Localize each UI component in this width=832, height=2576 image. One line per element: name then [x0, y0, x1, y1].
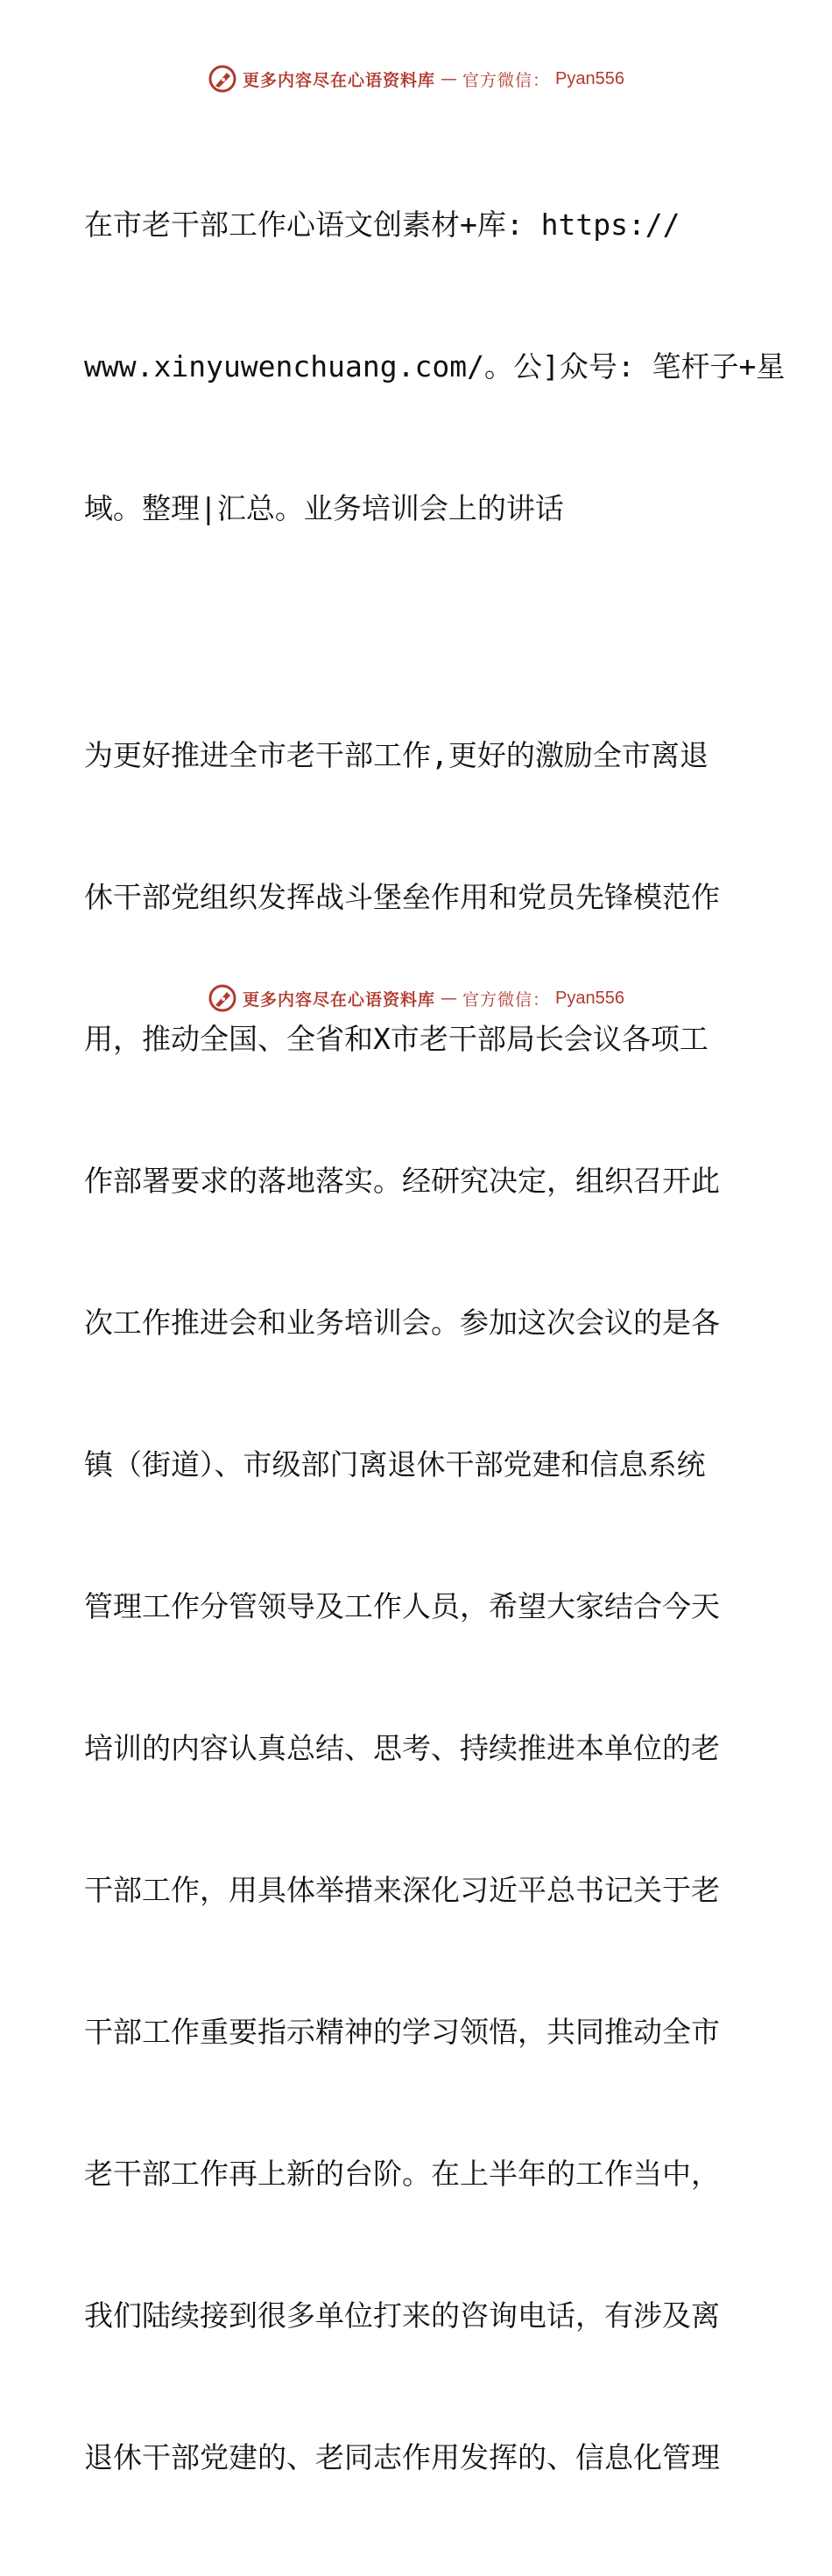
- banner-text: 更多内容尽在心语资料库: [243, 989, 436, 1010]
- text-line: www.xinyuwenchuang.com/。公]众号: 笔杆子+星: [84, 349, 786, 384]
- text-line: 为更好推进全市老干部工作,更好的激励全市离退: [84, 738, 709, 772]
- text-line: 干部工作重要指示精神的学习领悟，共同推动全市: [84, 2015, 720, 2049]
- text-line: 干部工作，用具体举措来深化习近平总书记关于老: [84, 1873, 720, 1907]
- banner-text: 更多内容尽在心语资料库: [243, 70, 436, 90]
- banner-dash: —: [441, 989, 458, 1008]
- paragraph-main: [84, 637, 750, 2576]
- document-body: [84, 107, 786, 2576]
- pen-nib-logo-icon: [208, 64, 237, 94]
- text-line: 镇（街道）、市级部门离退休干部党建和信息系统: [84, 1447, 706, 1482]
- banner-dash: —: [441, 69, 458, 88]
- text-line: 培训的内容认真总结、思考、持续推进本单位的老: [84, 1731, 720, 1765]
- pen-nib-logo-icon: [208, 983, 237, 1013]
- banner-wechat-label: 官方微信：: [462, 989, 551, 1010]
- text-line: 在市老干部工作心语文创素材+库: https://: [84, 208, 680, 242]
- text-line: 休干部党组织发挥战斗堡垒作用和党员先锋模范作: [84, 880, 720, 914]
- text-line: 域。整理|汇总。业务培训会上的讲话: [84, 491, 564, 525]
- banner-wechat-label: 官方微信：: [462, 70, 551, 90]
- text-line: 管理工作分管领导及工作人员，希望大家结合今天: [84, 1589, 720, 1623]
- header-banner: [0, 61, 832, 96]
- banner-wechat-id: Pyan556: [555, 68, 624, 88]
- text-line: 退休干部党建的、老同志作用发挥的、信息化管理: [84, 2440, 720, 2474]
- text-line: 我们陆续接到很多单位打来的咨询电话，有涉及离: [84, 2298, 720, 2333]
- footer-banner: [0, 981, 832, 1016]
- text-line: 用，推动全国、全省和X市老干部局长会议各项工: [84, 1022, 709, 1056]
- banner-wechat-id: Pyan556: [555, 988, 624, 1008]
- paragraph-intro: [84, 107, 786, 627]
- text-line: 老干部工作再上新的台阶。在上半年的工作当中，: [84, 2157, 720, 2191]
- text-line: 作部署要求的落地落实。经研究决定，组织召开此: [84, 1164, 720, 1198]
- text-line: 次工作推进会和业务培训会。参加这次会议的是各: [84, 1306, 720, 1340]
